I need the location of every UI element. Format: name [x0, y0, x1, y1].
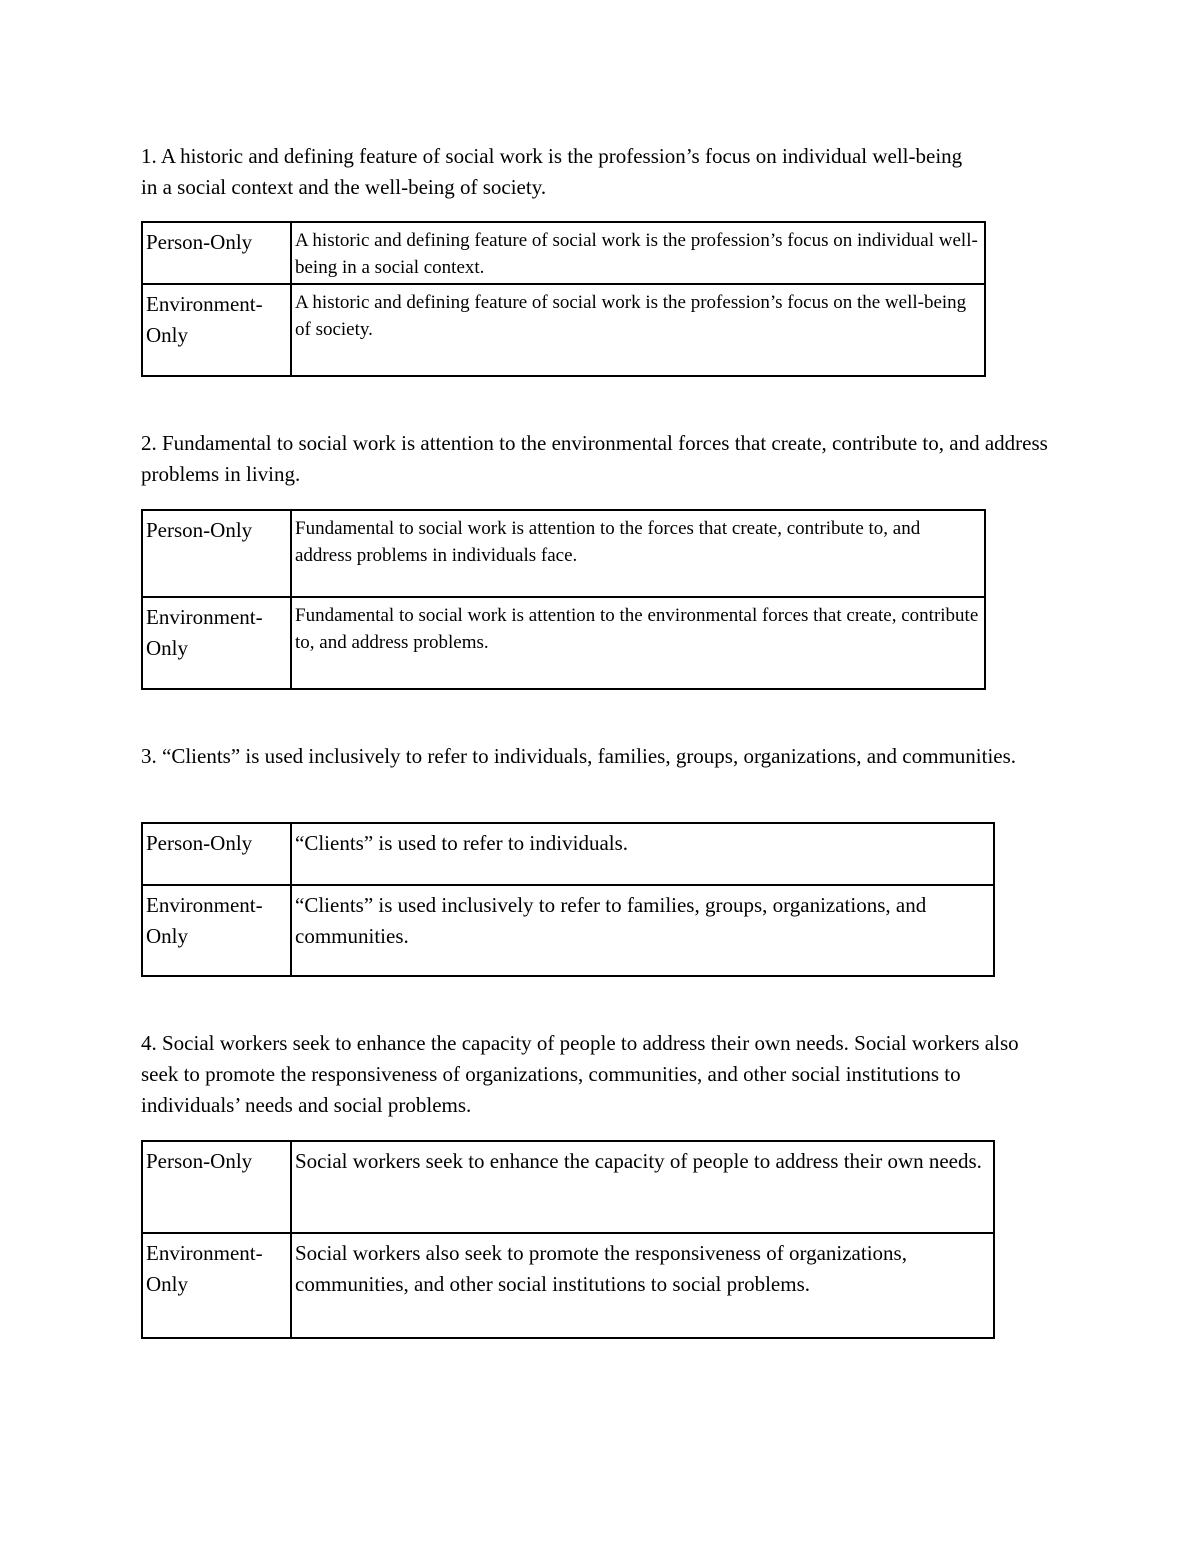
- row-label-environment-only: Environment-Only: [142, 597, 291, 689]
- table-row: [142, 1233, 994, 1338]
- question-3-table: [141, 822, 995, 977]
- table-row: [142, 510, 985, 597]
- question-1-prompt: 1. A historic and defining feature of social work is the profession’s focus on individual well-being in a social context and the well-being of society.: [141, 144, 963, 199]
- question-1-table: [141, 221, 986, 377]
- question-4-prompt: 4. Social workers seek to enhance the capacity of people to address their own needs. Social workers also seek to promote the responsiveness of organizations, communities, and other social institutions to individuals’ needs and social problems.: [141, 1031, 1019, 1117]
- row-text-person-only: Social workers seek to enhance the capacity of people to address their own needs.: [291, 1141, 994, 1233]
- question-2-table: [141, 509, 986, 690]
- row-text-person-only: Fundamental to social work is attention to the forces that create, contribute to, and address problems in individuals face.: [291, 510, 985, 597]
- row-text-person-only: A historic and defining feature of social work is the profession’s focus on individual well-being in a social context.: [291, 222, 985, 284]
- question-4-table: [141, 1140, 995, 1339]
- row-label-environment-only: Environment-Only: [142, 1233, 291, 1338]
- row-text-environment-only: Fundamental to social work is attention to the environmental forces that create, contribute to, and address problems.: [291, 597, 985, 689]
- table-row: [142, 597, 985, 689]
- question-2-prompt: 2. Fundamental to social work is attention to the environmental forces that create, contribute to, and address problems in living.: [141, 431, 1048, 486]
- row-text-person-only: “Clients” is used to refer to individuals.: [291, 823, 994, 885]
- row-label-person-only: Person-Only: [142, 222, 291, 284]
- table-row: [142, 222, 985, 284]
- row-label-environment-only: Environment-Only: [142, 284, 291, 376]
- row-label-person-only: Person-Only: [142, 823, 291, 885]
- row-label-person-only: Person-Only: [142, 1141, 291, 1233]
- row-label-person-only: Person-Only: [142, 510, 291, 597]
- row-text-environment-only: “Clients” is used inclusively to refer to families, groups, organizations, and communities.: [291, 885, 994, 976]
- question-3-prompt: 3. “Clients” is used inclusively to refer to individuals, families, groups, organizations, and communities.: [141, 744, 1017, 768]
- row-text-environment-only: Social workers also seek to promote the responsiveness of organizations, communities, and other social institutions to social problems.: [291, 1233, 994, 1338]
- table-row: [142, 284, 985, 376]
- row-label-environment-only: Environment-Only: [142, 885, 291, 976]
- table-row: [142, 823, 994, 885]
- table-row: [142, 1141, 994, 1233]
- table-row: [142, 885, 994, 976]
- row-text-environment-only: A historic and defining feature of social work is the profession’s focus on the well-being of society.: [291, 284, 985, 376]
